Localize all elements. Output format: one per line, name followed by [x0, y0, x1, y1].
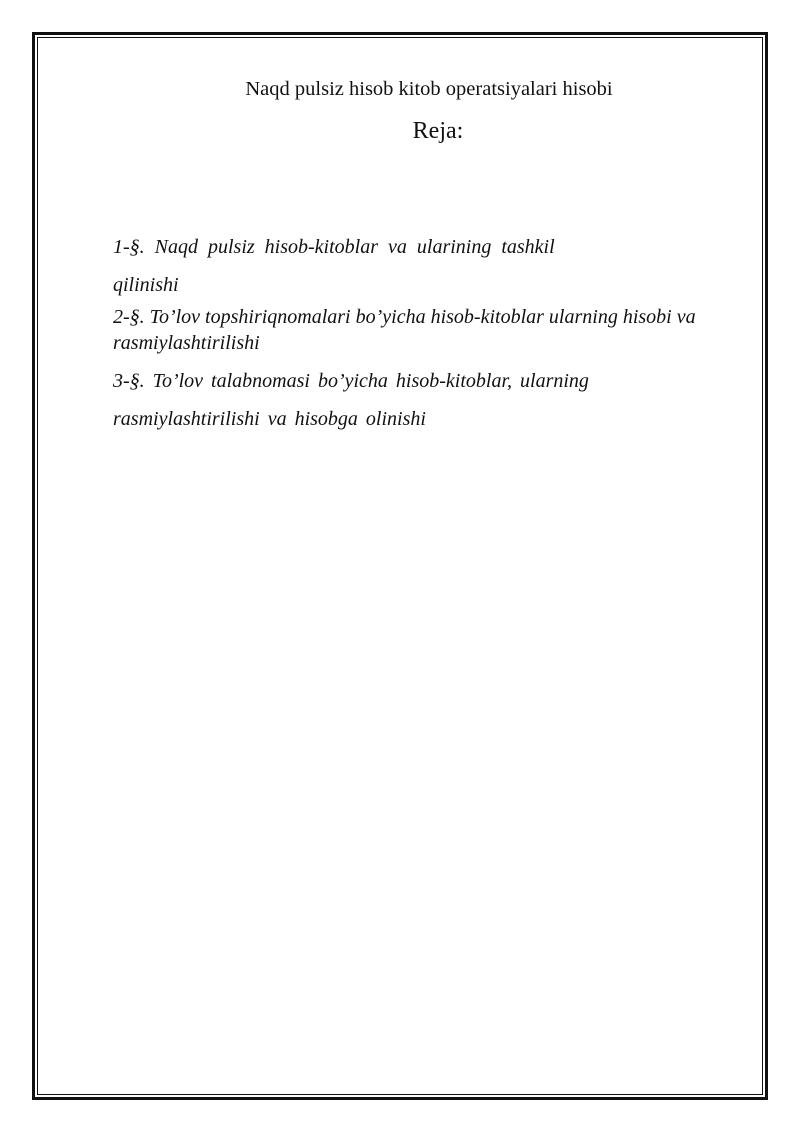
page-border-inner — [37, 37, 763, 1095]
document-title: Naqd pulsiz hisob kitob operatsiyalari hisobi — [245, 78, 613, 100]
plan-item-3: 3-§. To’lov talabnomasi bo’yicha hisob-kitoblar, ularning rasmiylashtirilishi va hisobga olinishi — [113, 370, 589, 430]
plan-list — [113, 228, 753, 438]
document-subtitle: Reja: — [412, 118, 464, 144]
plan-item-1: 1-§. Naqd pulsiz hisob-kitoblar va ularining tashkil qilinishi — [113, 236, 555, 296]
plan-item-2: 2-§. To’lov topshiriqnomalari bo’yicha hisob-kitoblar ularning hisobi va rasmiylashtirilishi — [113, 306, 696, 354]
